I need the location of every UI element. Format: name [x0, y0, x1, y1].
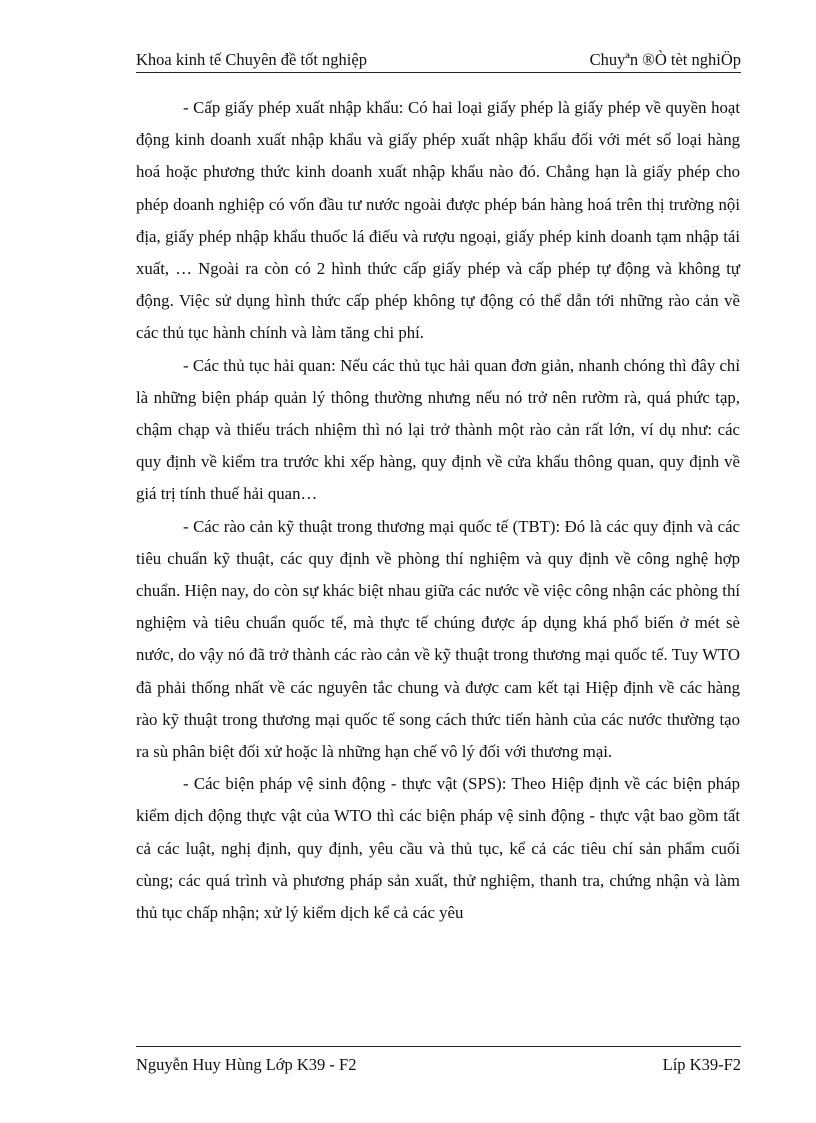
page-header — [136, 50, 741, 73]
header-right-text: Chuyªn ®Ò tèt nghiÖp — [589, 50, 741, 69]
footer-right-text: Líp K39-F2 — [662, 1055, 741, 1074]
paragraph-import-export-license: - Cấp giấy phép xuất nhập khẩu: Có hai loại giấy phép là giấy phép về quyền hoạt động kinh doanh xuất nhập khẩu và giấy phép xuất nhập khẩu đối với mét số loại hàng hoá hoặc phương thức kinh doanh xuất nhập khẩu nào đó. Chẳng hạn là giấy phép cho phép doanh nghiệp có vốn đầu tư nước ngoài được phép bán hàng hoá trên thị trường nội địa, giấy phép nhập khẩu thuốc lá điếu và rượu ngoại, giấy phép kinh doanh tạm nhập tái xuất, … Ngoài ra còn có 2 hình thức cấp giấy phép và cấp phép tự động và không tự động. Việc sử dụng hình thức cấp phép không tự động có thể dẫn tới những rào cản về các thủ tục hành chính và làm tăng chi phí. — [136, 98, 740, 343]
page-footer — [136, 1046, 741, 1077]
document-body — [136, 92, 740, 929]
footer-left-text: Nguyễn Huy Hùng Lớp K39 - F2 — [136, 1055, 357, 1074]
paragraph-customs-procedures: - Các thủ tục hải quan: Nếu các thủ tục hải quan đơn giản, nhanh chóng thì đây chỉ là những biện pháp quản lý thông thường nhưng nếu nó trở nên rườm rà, quá phức tạp, chậm chạp và thiếu trách nhiệm thì nó lại trở thành một rào cản rất lớn, ví dụ như: các quy định về kiểm tra trước khi xếp hàng, quy định về cửa khẩu thông quan, quy định về giá trị tính thuế hải quan… — [136, 355, 740, 504]
header-left-text: Khoa kinh tế Chuyên đề tốt nghiệp — [136, 50, 367, 69]
paragraph-technical-barriers: - Các rào cản kỹ thuật trong thương mại quốc tế (TBT): Đó là các quy định và các tiêu chuẩn kỹ thuật, các quy định về phòng thí nghiệm và quy định về công nghệ hợp chuẩn. Hiện nay, do còn sự khác biệt nhau giữa các nước về việc công nhận các phòng thí nghiệm và tiêu chuẩn quốc tế, mà thực tế chúng được áp dụng khá phổ biến ở mét sè nước, do vậy nó đã trở thành các rào cản về kỹ thuật trong thương mại quốc tế. Tuy WTO đã phải thống nhất về các nguyên tắc chung và được cam kết tại Hiệp định về các hàng rào kỹ thuật trong thương mại quốc tế song cách thức tiến hành của các nước thường tạo ra sù phân biệt đối xử hoặc là những hạn chế vô lý đối với thương mại. — [136, 516, 740, 762]
paragraph-sanitary-measures: - Các biện pháp vệ sinh động - thực vật (SPS): Theo Hiệp định về các biện pháp kiểm dịch động thực vật của WTO thì các biện pháp vệ sinh động - thực vật bao gồm tất cả các luật, nghị định, quy định, yêu cầu và thủ tục, kể cả các tiêu chí sản phẩm cuối cùng; các quá trình và phương pháp sản xuất, thử nghiệm, thanh tra, chứng nhận và làm thủ tục chấp nhận; xử lý kiểm dịch kể cả các yêu — [136, 774, 740, 923]
